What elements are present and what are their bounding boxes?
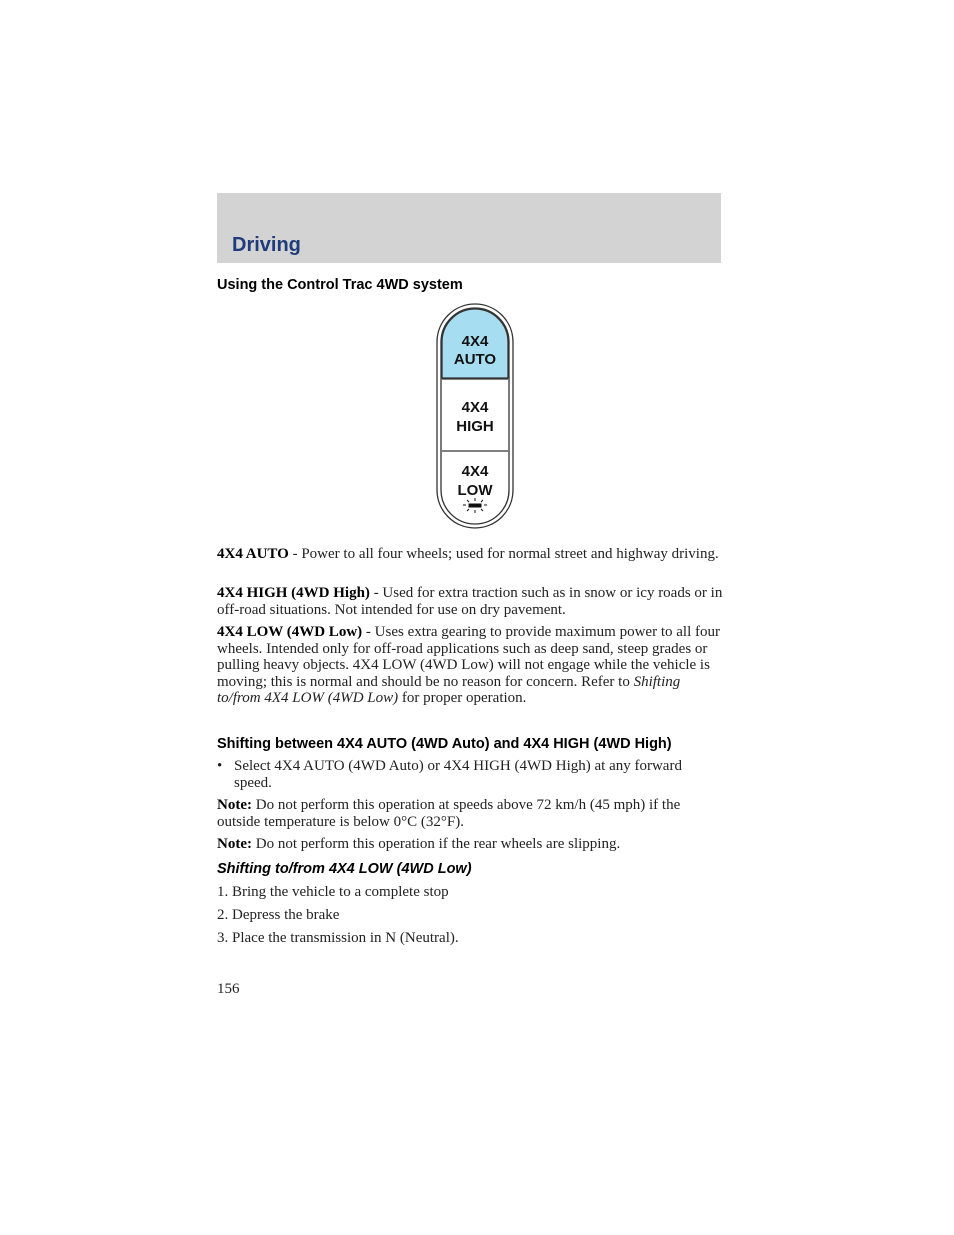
switch-low-line1: 4X4 [461, 463, 489, 480]
note-slipping [217, 836, 723, 853]
chapter-header-band [217, 193, 721, 263]
cross-reference-link: Shifting to/from 4X4 LOW (4WD Low) [217, 673, 681, 706]
term-4x4-auto: 4X4 AUTO [217, 546, 289, 562]
chapter-title: Driving [232, 234, 301, 256]
step-2: 2. Depress the brake [217, 907, 340, 923]
switch-low-line2: LOW [457, 482, 493, 499]
switch-high-line1: 4X4 [461, 399, 489, 416]
term-4x4-high: 4X4 HIGH (4WD High) [217, 585, 370, 601]
term-4x4-low: 4X4 LOW (4WD Low) [217, 624, 363, 640]
4wd-switch-illustration [434, 302, 516, 530]
bullet-item [217, 758, 723, 792]
page-number: 156 [217, 981, 240, 997]
desc-4x4-low: - Uses extra gearing to provide maximum power to all four wheels. Intended only for off-road applications such as deep sand, steep grades or pulling heavy objects. 4X4 LOW (4WD Low) will not engage while the vehicle is moving; this is normal and should be no reason for concern. Refer to [217, 624, 720, 690]
low-section-title: Shifting to/from 4X4 LOW (4WD Low) [217, 861, 472, 877]
desc-4x4-auto: - Power to all four wheels; used for normal street and highway driving. [288, 546, 719, 562]
switch-high-line2: HIGH [456, 418, 494, 435]
desc-4x4-high: - Used for extra traction such as in snow or icy roads or in off-road situations. Not intended for use on dry pavement. [217, 585, 723, 618]
note-temperature [217, 797, 723, 830]
desc-4x4-low-end: for proper operation. [398, 690, 527, 706]
note-text: Do not perform this operation at speeds above 72 km/h (45 mph) if the outside temperature is below 0°C (32°F). [217, 797, 681, 830]
bullet-text: Select 4X4 AUTO (4WD Auto) or 4X4 HIGH (4WD High) at any forward speed. [234, 758, 682, 791]
bullet-dot: • [217, 758, 223, 774]
step-1: 1. Bring the vehicle to a complete stop [217, 884, 449, 900]
section-title: Using the Control Trac 4WD system [217, 277, 463, 293]
paragraph-4x4-auto [217, 546, 723, 563]
switch-auto-line2: AUTO [453, 351, 497, 368]
note-label: Note: [217, 797, 252, 813]
paragraph-4x4-low [217, 624, 723, 707]
note-label: Note: [217, 836, 252, 852]
shift-section-title: Shifting between 4X4 AUTO (4WD Auto) and 4X4 HIGH (4WD High) [217, 736, 672, 752]
step-3: 3. Place the transmission in N (Neutral). [217, 930, 459, 946]
paragraph-4x4-high [217, 585, 723, 618]
switch-auto-line1: 4X4 [461, 333, 489, 350]
note-text: Do not perform this operation if the rear wheels are slipping. [251, 836, 621, 852]
